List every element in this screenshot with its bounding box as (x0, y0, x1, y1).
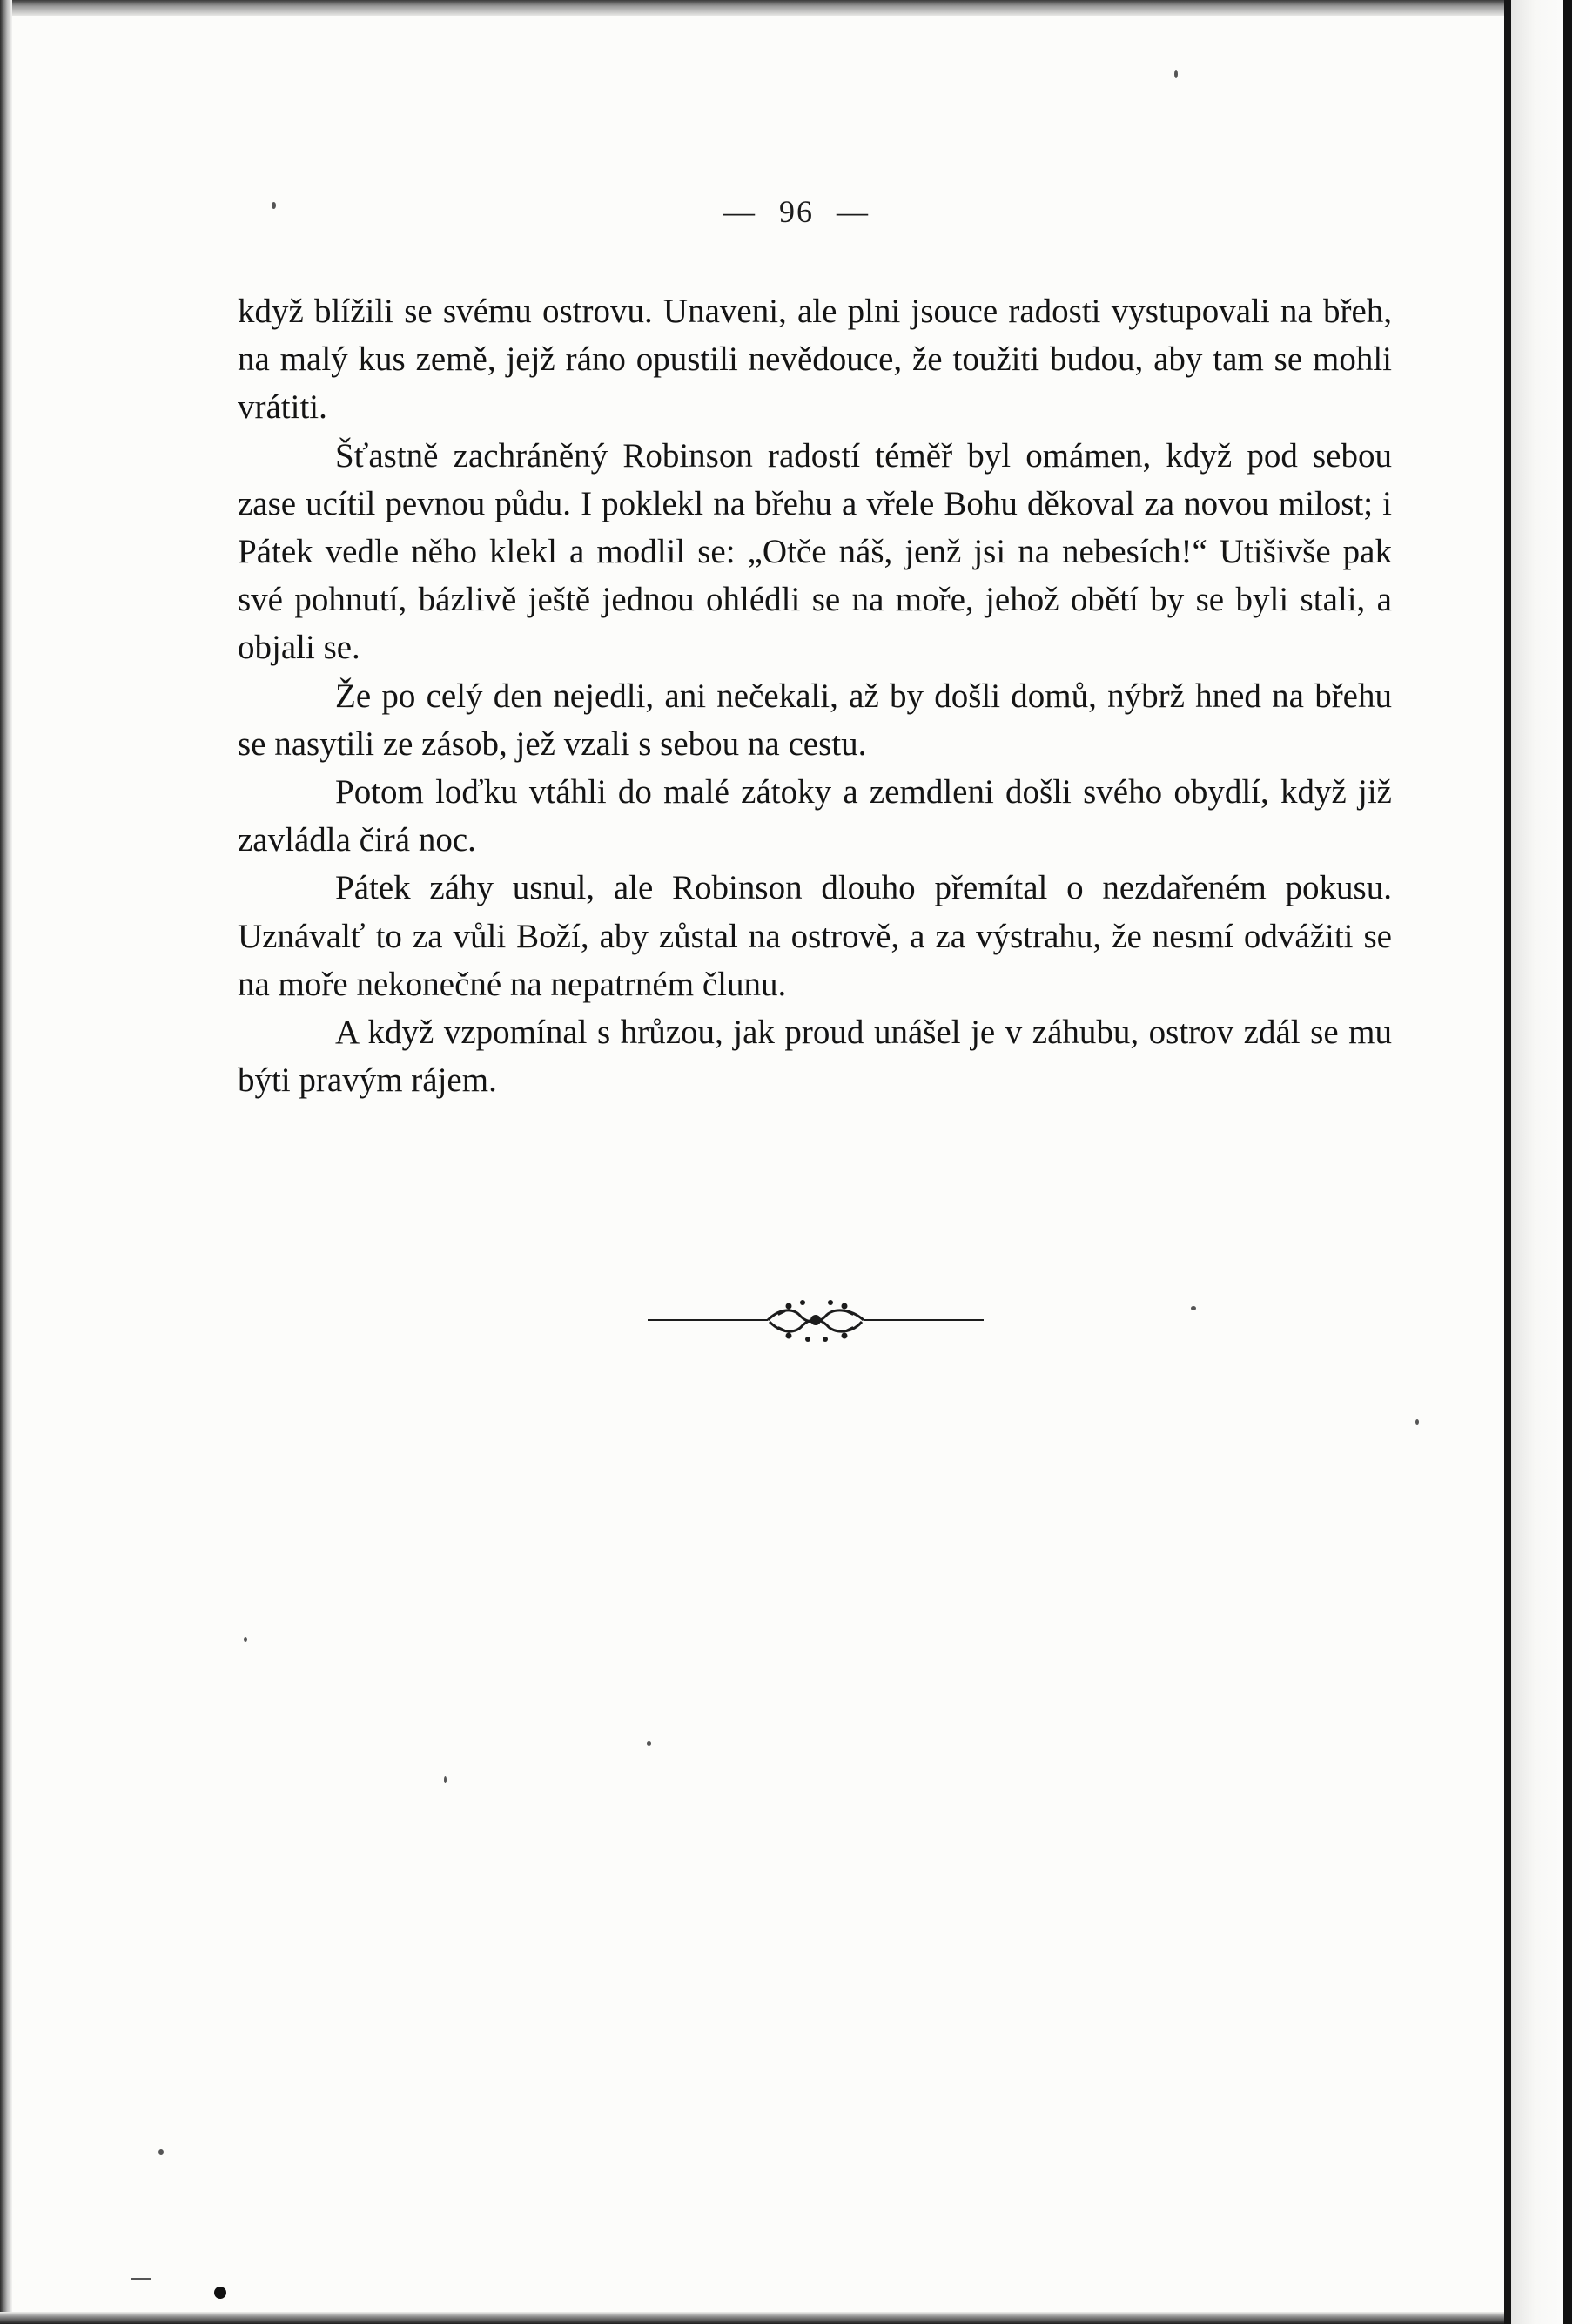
scan-speck (1174, 70, 1178, 78)
paragraph: Šťastně zachráněný Robinson radostí téměř byl omámen, když pod sebou zase ucítil pevnou půdu. I poklekl na břehu a vřele Bohu děkoval za novou milost; i Pátek vedle něho klekl a modlil se: „Otče náš, jenž jsi na nebesích!“ Utišivše pak své pohnutí, bázlivě ještě jednou ohlédli se na moře, jehož obětí by se byli stali, a objali se. (238, 436, 1392, 667)
scan-speck (1415, 1419, 1419, 1425)
facing-page-strip (1511, 0, 1593, 2324)
book-spine-shadow (1504, 0, 1511, 2324)
scan-edge-left (0, 0, 12, 2324)
scan-speck (647, 1741, 651, 1746)
header-dash-right: — (837, 194, 870, 229)
scan-edge-bottom (0, 2312, 1593, 2324)
scan-speck (158, 2149, 164, 2155)
scan-speck (214, 2287, 226, 2299)
paragraph: Pátek záhy usnul, ale Robinson dlouho přemítal o nezdařeném pokusu. Uznávalť to za vůli Boží, aby zůstal na ostrově, a za výstrahu, že nesmí odvážiti se na moře nekonečné na nepatrném člunu. (238, 869, 1392, 1003)
paragraph: Potom loďku vtáhli do malé zátoky a zemdleni došli svého obydlí, když již zavládla čirá noc. (238, 773, 1392, 859)
scan-speck (244, 1637, 247, 1642)
page-number: 96 (779, 194, 814, 229)
page-header (0, 193, 1593, 230)
paragraph: Že po celý den nejedli, ani nečekali, až by došli domů, nýbrž hned na břehu se nasytili ze zásob, jež vzali s sebou na cestu. (238, 677, 1392, 763)
body-text (238, 287, 1392, 1104)
facing-page-edge (1563, 0, 1572, 2324)
paragraph: A když vzpomínal s hrůzou, jak proud unášel je v záhubu, ostrov zdál se mu býti pravým rájem. (238, 1014, 1392, 1100)
scan-speck (131, 2278, 151, 2280)
scan-speck (1191, 1306, 1196, 1310)
flourish-ornament-icon (648, 1296, 984, 1351)
paragraph: když blížili se svému ostrovu. Unaveni, ale plni jsouce radosti vystupovali na břeh, na malý kus země, jejž ráno opustili nevědouce, že toužiti budou, aby tam se mohli vrátiti. (238, 293, 1392, 427)
scan-speck (444, 1776, 447, 1783)
scan-edge-top (0, 0, 1593, 16)
header-dash-left: — (723, 194, 756, 229)
